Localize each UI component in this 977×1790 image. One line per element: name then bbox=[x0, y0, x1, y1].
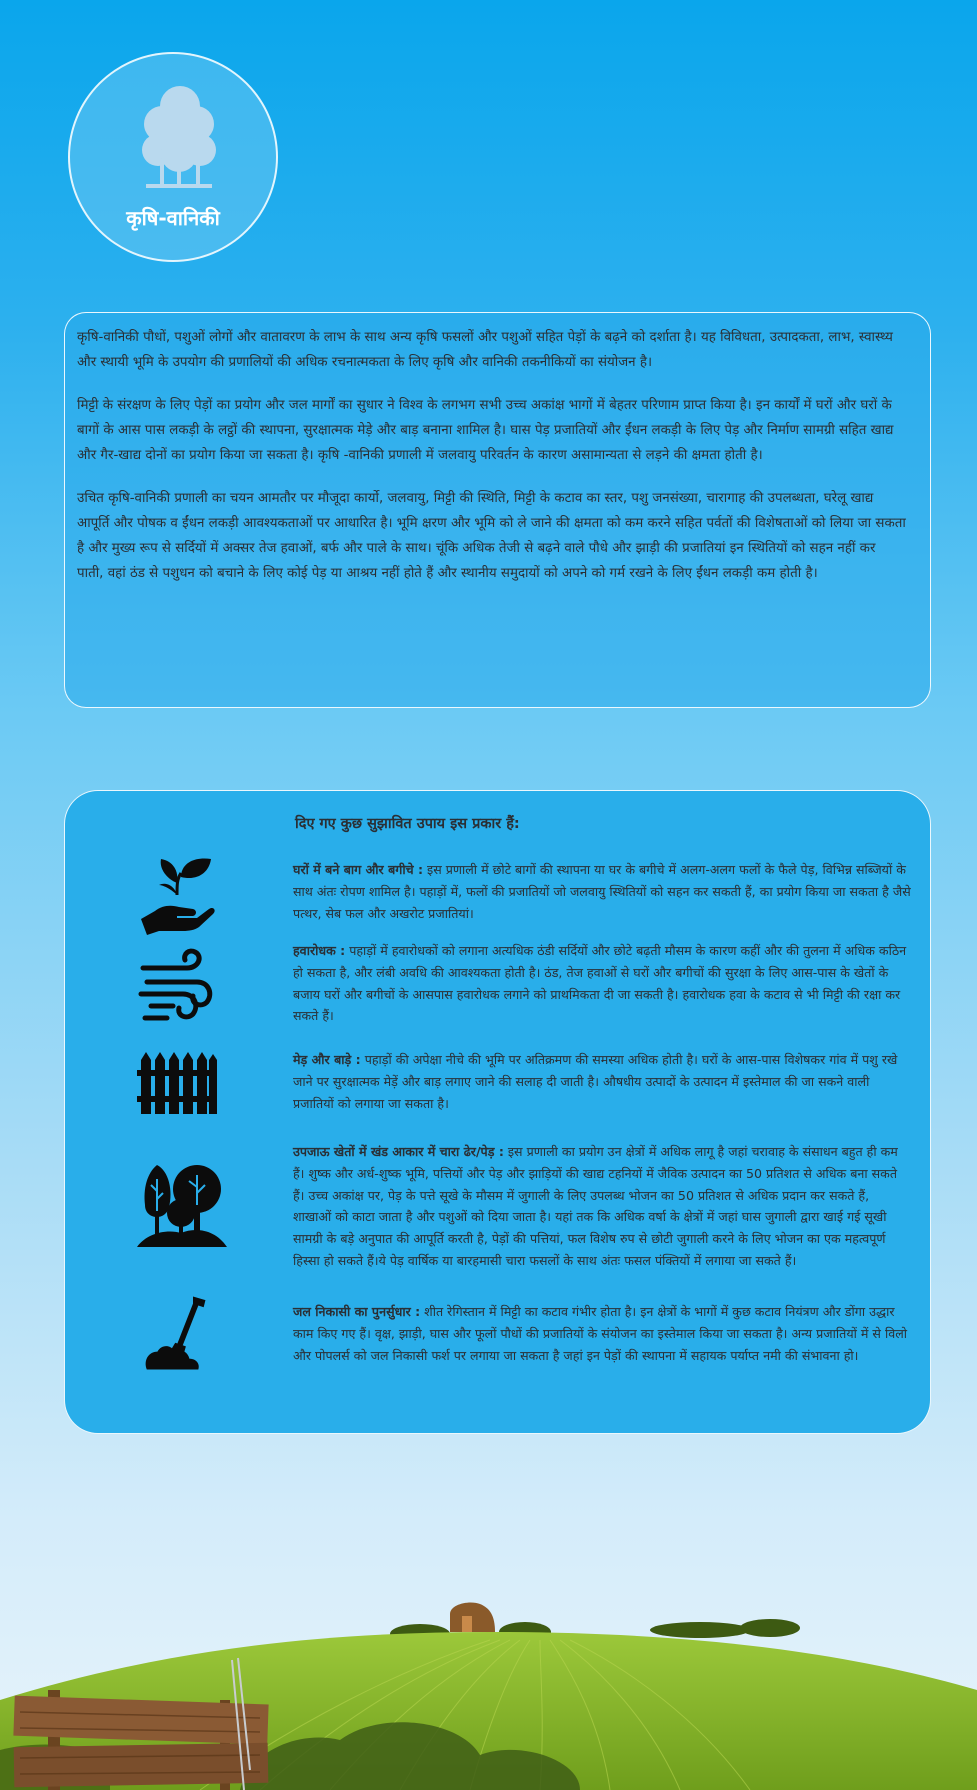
logo-badge bbox=[68, 52, 278, 262]
trees-icon bbox=[137, 1161, 227, 1251]
measure-label: घरों में बने बाग और बगीचे : bbox=[293, 862, 424, 877]
hand-plant-icon bbox=[137, 855, 217, 935]
measures-panel bbox=[64, 790, 931, 1434]
measure-item bbox=[293, 1301, 911, 1366]
measure-label: मेड़ और बाड़े : bbox=[293, 1052, 361, 1067]
measure-body: शीत रेगिस्तान में मिट्टी का कटाव गंभीर होता है। इन क्षेत्रों के भागों में कुछ कटाव नियंत्रण और डोंगा उद्धार काम किए गए हैं। वृक्ष, झाड़ी, घास और फूलों पौधों की प्रजातियों के संयोजन का इस्तेमाल किया जा सकता है। अन्य प्रजातियों में से विलो और पोपलर्स को जल निकासी फर्श पर लगाया जा सकता है जहां इन पेड़ों की स्थापना में सहायक पर्याप्त नमी की संभावना हो। bbox=[293, 1304, 908, 1363]
wind-icon bbox=[137, 946, 217, 1026]
farm-landscape-illustration bbox=[0, 1580, 977, 1790]
intro-paragraph: उचित कृषि-वानिकी प्रणाली का चयन आमतौर पर मौजूदा कार्यो, जलवायु, मिट्टी की स्थिति, मिट्टी के कटाव का स्तर, पशु जनसंख्या, चारागाह की उपलब्धता, घरेलू खाद्य आपूर्ति और पोषक व ईंधन लकड़ी आवश्यकताओं पर आधारित है। भूमि क्षरण और भूमि को ले जाने की क्षमता को कम करने सहित पर्वतों की विशेषताओं को लिया जा सकता है और मुख्य रूप से सर्दियों में अक्सर तेज हवाओं, बर्फ और पाले के साथ। चूंकि अधिक तेजी से बढ़ने वाले पौधे और झाड़ी की प्रजातियां इन स्थितियों को सहन नहीं कर पाती, वहां ठंड से पशुधन को बचाने के लिए कोई पेड़ या आश्रय नहीं होते हैं और स्थानीय समुदायों को अपने को गर्म रखने के लिए ईंधन लकड़ी कम होती है। bbox=[77, 491, 906, 581]
barn bbox=[450, 1602, 495, 1632]
intro-paragraph: मिट्टी के संरक्षण के लिए पेड़ों का प्रयोग और जल मार्गों का सुधार ने विश्व के लगभग सभी उच्च अकांक्ष भागों में बेहतर परिणाम प्राप्त किया है। इन कार्यों में घरों और घरों के बागों के आस पास लकड़ी के लट्ठों की स्थापना, सुरक्षात्मक मेड़े और बाड़ बनाना शामिल है। घास पेड़ प्रजातियों और ईंधन लकड़ी के लिए पेड़ और निर्माण सामग्री सहित खाद्य और गैर-खाद्य दोनों का प्रयोग किया जा सकता है। कृषि -वानिकी प्रणाली में जलवायु परिवर्तन के कारण असामान्यता से लड़ने की क्षमता होती है। bbox=[77, 398, 894, 463]
measure-label: उपजाऊ खेतों में खंड आकार में चारा ढेर/पेड़ : bbox=[293, 1144, 504, 1159]
measure-body: इस प्रणाली का प्रयोग उन क्षेत्रों में अधिक लागू है जहां चरावाह के संसाधन बहुत ही कम हैं। शुष्क और अर्ध-शुष्क भूमि, पत्तियों और पेड़ और झाड़ियों की खाद्य टहनियों में जैविक उत्पादन का 50 प्रतिशत से अधिक बना सकते हैं। उच्च अकांक्ष पर, पेड़ के पत्ते सूखे के मौसम में जुगाली के लिए उपलब्ध भोजन का 50 प्रतिशत से अधिक प्रदान कर सकते हैं, शाखाओं को काटा जाता है और पशुओं को दिया जाता है। यहां तक कि अधिक वर्षा के क्षेत्रों में जहां घास जुगाली द्वारा खाई गई सूखी सामग्री के बड़े अनुपात की आपूर्ति करती है, पेड़ों की पत्तियां, फल विशेष रुप से छोटी जुगाली करने के लिए भोजन का एक महत्वपूर्ण हिस्सा हो सकते हैं।ये पेड़ वार्षिक या बारहमासी चारा फसलों के साथ अंतः फसल पंक्तियों में लगाया जा सकते हैं। bbox=[293, 1144, 898, 1268]
measure-item bbox=[293, 859, 911, 924]
intro-panel bbox=[64, 312, 931, 708]
wooden-sign bbox=[13, 1690, 268, 1790]
measures-heading: दिए गए कुछ सुझावित उपाय इस प्रकार हैं: bbox=[295, 816, 520, 832]
measure-body: पहाड़ों की अपेक्षा नीचे की भूमि पर अतिक्रमण की समस्या अधिक होती है। घरों के आस-पास विशेषकर गांव में पशु रखे जाने पर सुरक्षात्मक मेड़ें और बाड़ लगाए जाने की सलाह दी जाती है। औषधीय उत्पादों के उत्पादन में इस्तेमाल की जा सकने वाली प्रजातियों को लगाया जा सकता है। bbox=[293, 1052, 898, 1111]
measure-item bbox=[293, 940, 911, 1027]
intro-paragraph: कृषि-वानिकी पौधों, पशुओं लोगों और वातावरण के लाभ के साथ अन्य कृषि फसलों और पशुओं सहित पेड़ों के बढ़ने को दर्शाता है। यह विविधता, उत्पादकता, लाभ, स्वास्थ्य और स्थायी भूमि के उपयोग की प्रणालियों की अधिक रचनात्मकता के लिए कृषि और वानिकी तकनीकियों का संयोजन है। bbox=[77, 330, 893, 370]
measure-label: जल निकासी का पुनर्सुधार : bbox=[293, 1304, 421, 1319]
measure-body: इस प्रणाली में छोटे बागों की स्थापना या घर के बगीचे में अलग-अलग फलों के फैले पेड़, विभिन्न सब्जियों के साथ अंतः रोपण शामिल है। पहाड़ों में, फलों की प्रजातियों जो जलवायु स्थितियों को सहन कर सकती हैं, का प्रयोग किया जा सकता है जैसे पत्थर, सेब फल और अखरोट प्रजातियां। bbox=[293, 862, 911, 921]
measure-label: हवारोधक : bbox=[293, 943, 346, 958]
tree-icon bbox=[140, 84, 218, 194]
measure-item bbox=[293, 1049, 911, 1114]
fence-icon bbox=[137, 1044, 217, 1124]
measure-body: पहाड़ों में हवारोधकों को लगाना अत्यधिक ठंडी सर्दियों और छोटे बढ़ती मौसम के कारण कहीं और की तुलना में अधिक कठिन हो सकता है, और लंबी अवधि की आवश्यकता होती है। ठंड, तेज हवाओं से घरों और बगीचों की सुरक्षा के लिए आस-पास के खेतों के बजाय घरों और बगीचों के आसपास हवारोधक लगाने को प्राथमिकता दी जा सकती है। हवारोधक हवा के कटाव से भी मिट्टी की रक्षा कर सकते हैं। bbox=[293, 943, 907, 1024]
shovel-soil-icon bbox=[137, 1293, 217, 1373]
page-title: कृषि-वानिकी bbox=[126, 206, 220, 230]
measure-item bbox=[293, 1141, 911, 1272]
